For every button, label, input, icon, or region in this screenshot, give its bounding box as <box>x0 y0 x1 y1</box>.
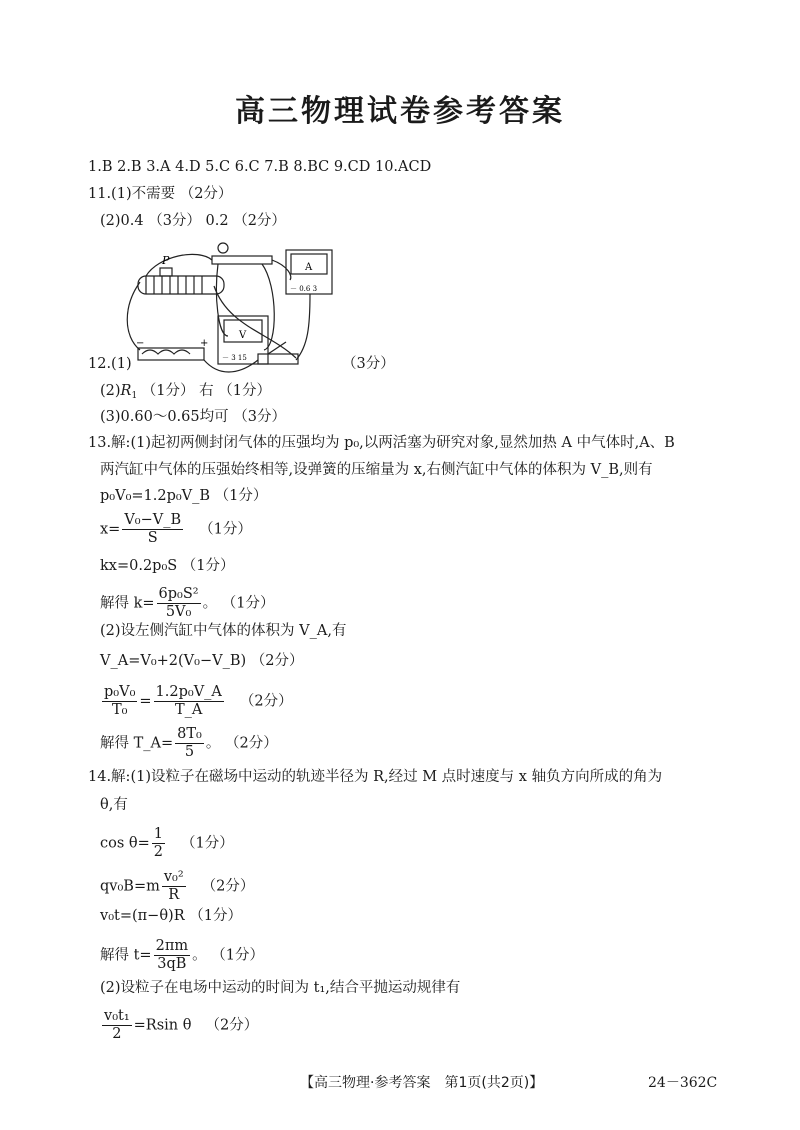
q14-eq4: 解得 t= $\frac{2\pi m}{3qB}$ 。 （1分） <box>100 938 264 972</box>
q13-line1: 13.解:(1)起初两侧封闭气体的压强均为 p₀,以两活塞为研究对象,显然加热 A 中气体时,A、B <box>88 435 675 451</box>
q12-line3: (3)0.60～0.65均可 （3分） <box>100 409 286 425</box>
q12-label: 12.(1) <box>88 356 132 372</box>
ammeter-label: A <box>305 262 313 273</box>
q11-line1: 11.(1)不需要 （2分） <box>88 186 233 202</box>
voltmeter-scale: － 3 15 <box>222 354 247 362</box>
q11-line2: (2)0.4 （3分） 0.2 （2分） <box>100 213 286 229</box>
q13-line2: 两汽缸中气体的压强始终相等,设弹簧的压缩量为 x,右侧汽缸中气体的体积为 V_B,则有 <box>100 462 653 478</box>
ammeter-scale: － 0.6 3 <box>290 285 318 293</box>
q14-part2: (2)设粒子在电场中运动的时间为 t₁,结合平抛运动规律有 <box>100 980 461 996</box>
q12-score1: （3分） <box>342 356 395 372</box>
document-code: 24－362C <box>648 1075 718 1091</box>
q12-line2: $(2)R_1$ （1分） 右 （1分） <box>100 383 271 401</box>
q13-eq6: $\frac{\text{p₀V₀}}{\text{T₀}}$ = $\frac{\text{1.2p₀V\_A}}{T\_A}$ （2分） <box>104 684 293 718</box>
q14-eq3: v₀t=(π−θ)R （1分） <box>100 908 242 924</box>
slider-label: P <box>162 254 170 267</box>
q13-eq4: 解得 k= $\frac{\text{6p₀S²}}{\text{5V₀}}$ 。 （1分） <box>100 586 275 620</box>
q14-line2: θ,有 <box>100 797 128 813</box>
q13-part2: (2)设左侧汽缸中气体的体积为 V_A,有 <box>100 623 347 639</box>
q14-eq2: qv₀B=m $\frac{\text{v₀²}}{R}$ （2分） <box>100 869 255 903</box>
q14-line1: 14.解:(1)设粒子在磁场中运动的轨迹半径为 R,经过 M 点时速度与 x 轴负方向所成的角为 <box>88 769 663 785</box>
q14-eq5: $\frac{\text{v₀t₁}}{2}$ =Rsin θ （2分） <box>104 1008 259 1042</box>
q13-eq7: 解得 T_A= $\frac{\text{8T₀}}{5}$ 。 （2分） <box>100 726 278 760</box>
battery-minus: − <box>136 338 145 349</box>
circuit-diagram <box>118 236 338 376</box>
answers-1-10: 1.B 2.B 3.A 4.D 5.C 6.C 7.B 8.BC 9.CD 10.ACD <box>88 159 432 175</box>
page-title: 高三物理试卷参考答案 <box>235 94 565 129</box>
q13-eq3: kx=0.2p₀S （1分） <box>100 558 235 574</box>
q13-eq2: x= $\frac{\text{V₀−V\_B}}{S}$ （1分） <box>100 512 252 546</box>
q12-line1 <box>88 354 132 374</box>
q13-eq5: V_A=V₀+2(V₀−V_B) （2分） <box>100 653 304 669</box>
q14-eq1: cos θ= $\frac{1}{2}$ （1分） <box>100 826 234 860</box>
q13-eq1: p₀V₀=1.2p₀V_B （1分） <box>100 488 268 504</box>
voltmeter-label: V <box>239 330 247 341</box>
page-footer: 【高三物理·参考答案 第1页(共2页)】 <box>300 1075 544 1091</box>
battery-plus: + <box>200 338 209 349</box>
